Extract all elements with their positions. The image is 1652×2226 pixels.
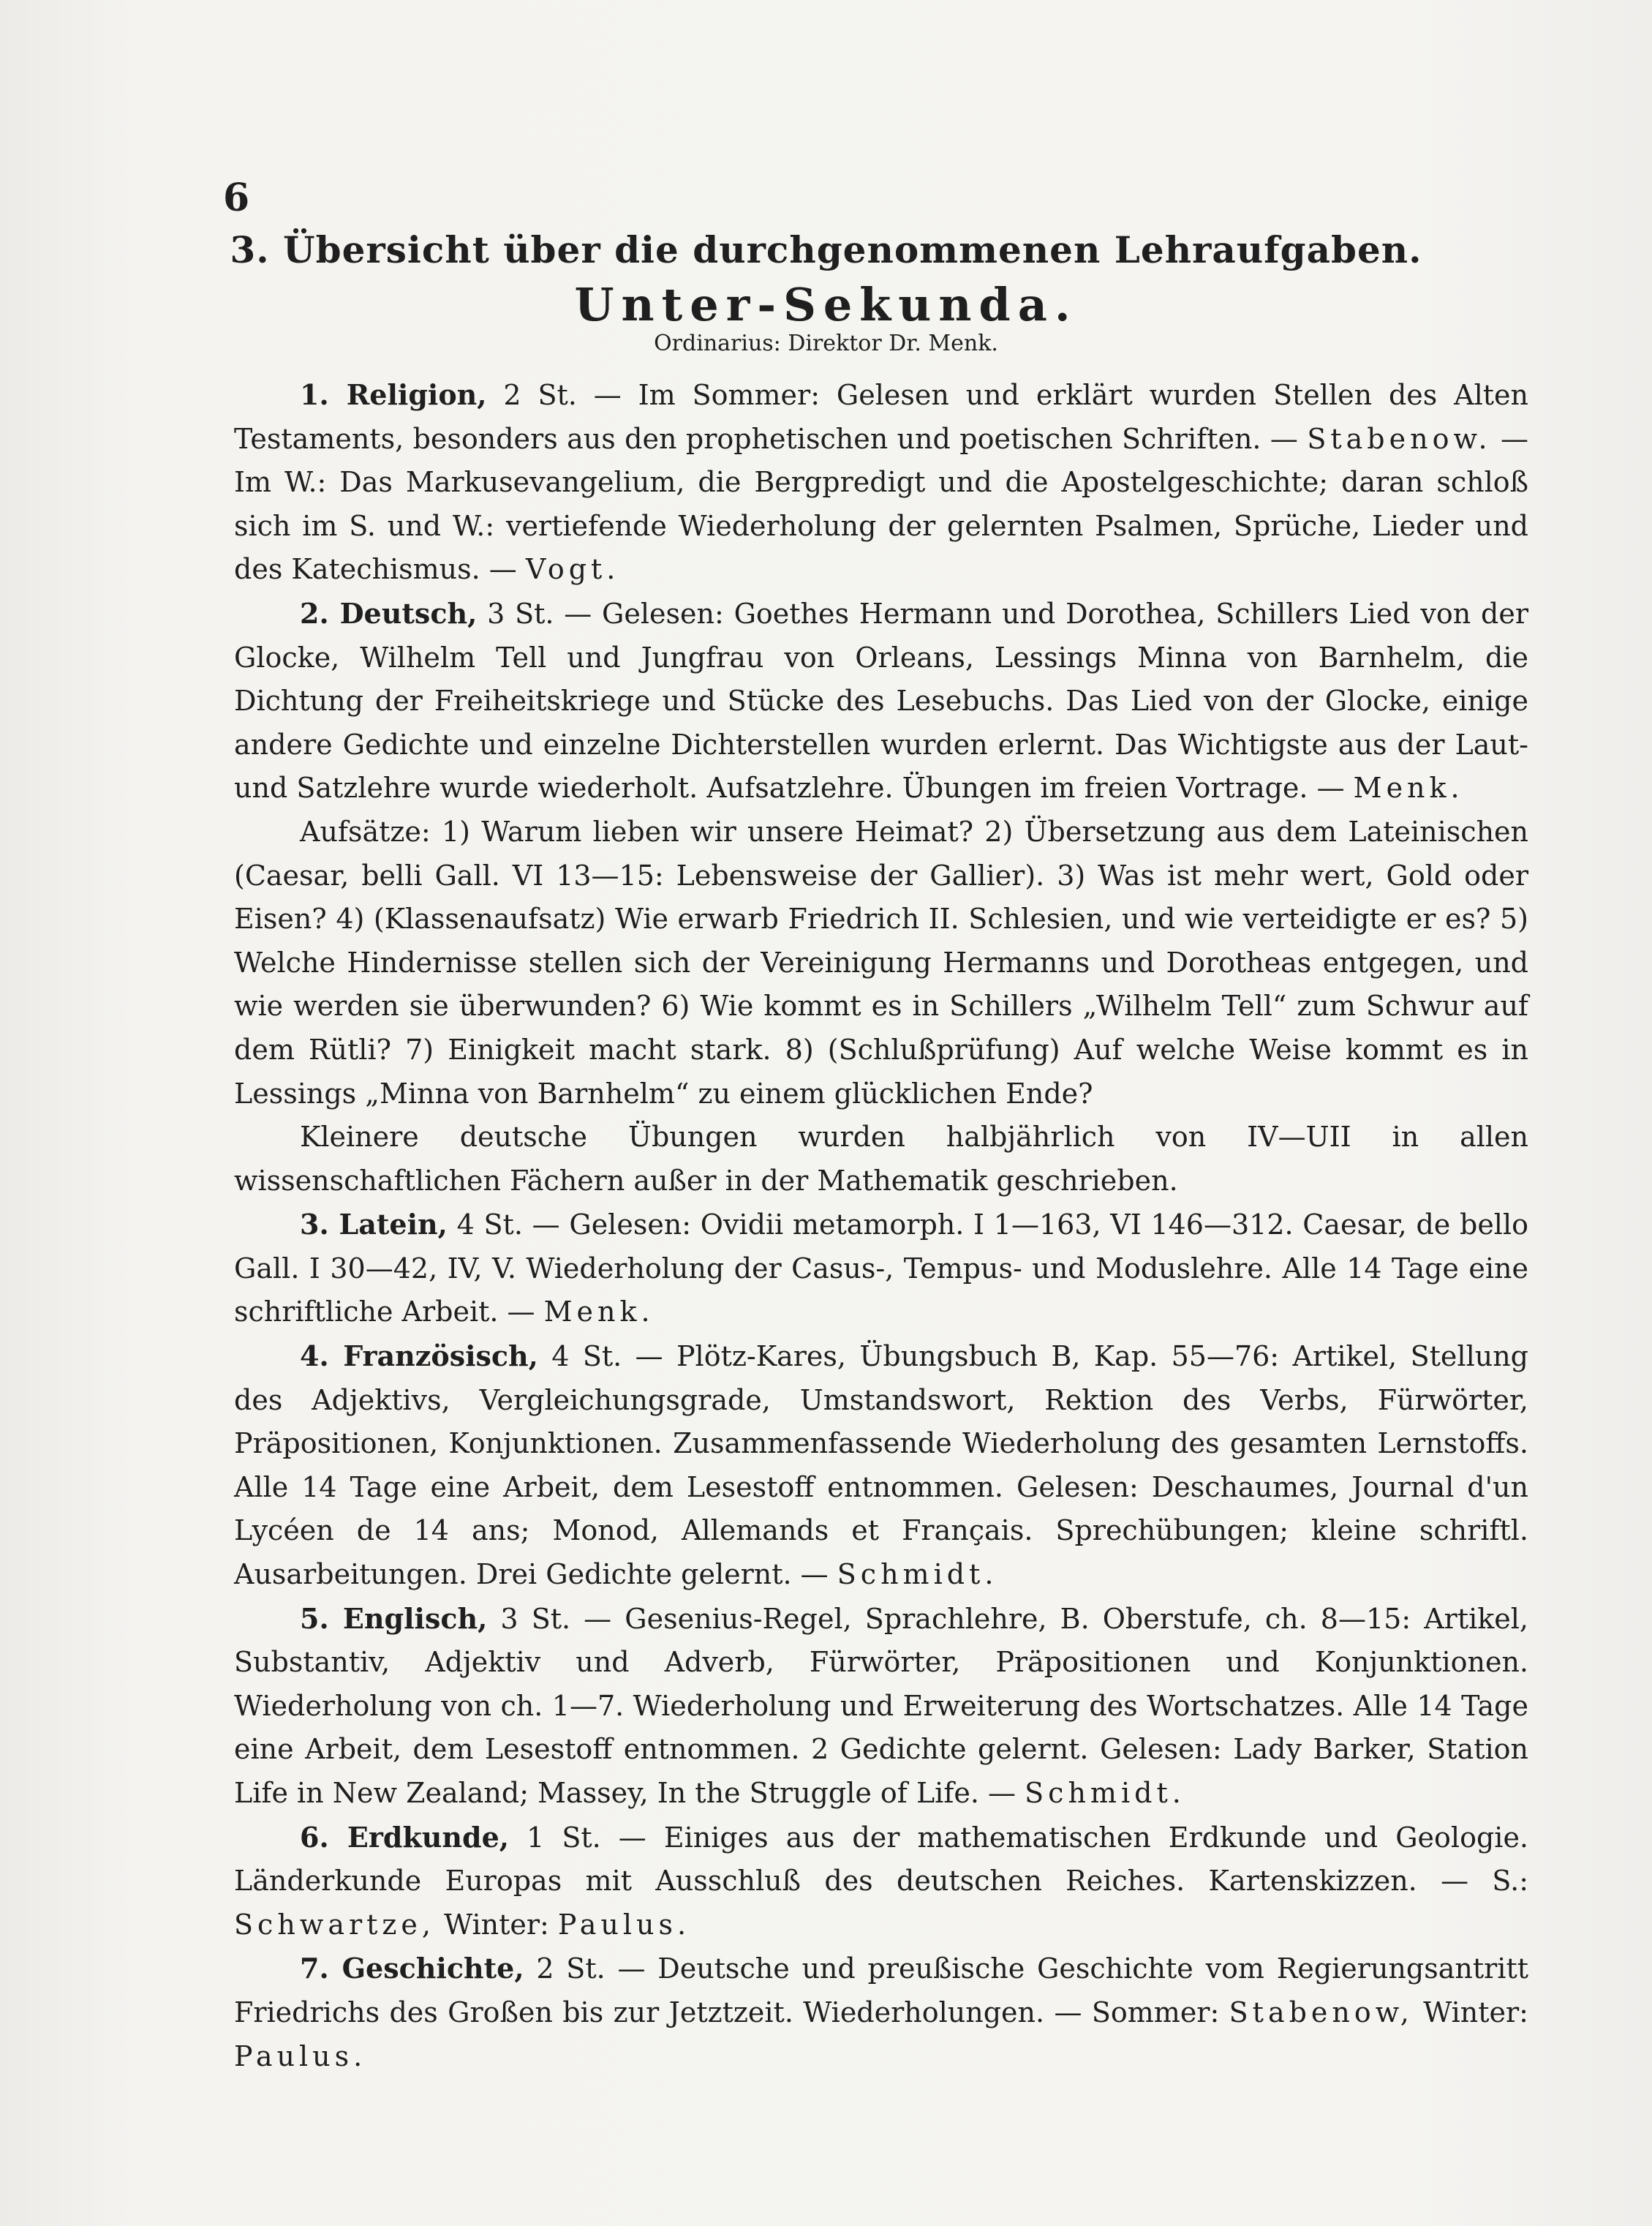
- paragraph-religion: [234, 373, 1528, 592]
- teacher-name: Menk.: [1353, 772, 1464, 805]
- paragraph-text: Aufsätze: 1) Warum lieben wir unsere Heimat? 2) Übersetzung aus dem Lateinischen (Caesar, belli Gall. VI 13—15: Lebensweise der Gallier). 3) Was ist mehr wert, Gold oder Eisen? 4) (Klassenaufsatz) Wie erwarb Friedrich II. Schlesien, und wie verteidigte er es? 5) Welche Hindernisse stellen sich der Vereinigung Hermanns und Dorotheas entgegen, und wie werden sie überwunden? 6) Wie kommt es in Schillers „Wilhelm Tell“ zum Schwur auf dem Rütli? 7) Einigkeit macht stark. 8) (Schlußprüfung) Auf welche Weise kommt es in Lessings „Minna von Barnhelm“ zu einem glücklichen Ende?: [234, 815, 1528, 1110]
- paragraph-deutsch: [234, 592, 1528, 811]
- section-heading: 3. Übersicht über die durchgenommenen Lehraufgaben.: [230, 228, 1422, 271]
- subject-label: 6. Erdkunde,: [300, 1820, 510, 1854]
- subject-label: 3. Latein,: [300, 1208, 448, 1241]
- paragraph-geschichte: [234, 1947, 1528, 2078]
- teacher-name: Stabenow,: [1229, 1996, 1414, 2028]
- teacher-name: Schmidt.: [837, 1558, 998, 1591]
- teacher-name: Paulus.: [234, 2039, 367, 2072]
- subject-label: 4. Französisch,: [300, 1339, 538, 1373]
- paragraph-text: 4 St. — Plötz-Kares, Übungsbuch B, Kap. 55—76: Artikel, Stellung des Adjektivs, Vergleichungsgrade, Umstandswort, Rektion des Verbs, Fürwörter, Präpositionen, Konjunktionen. Zusammenfassende Wiederholung des gesamten Lernstoffs. Alle 14 Tage eine Arbeit, dem Lesestoff entnommen. Gelesen: Deschaumes, Journal d'un Lycéen de 14 ans; Monod, Allemands et Français. Sprechübungen; kleine schriftl. Ausarbeitungen. Drei Gedichte gelernt. —: [234, 1340, 1528, 1591]
- page-number: 6: [223, 176, 250, 220]
- paragraph-text: Kleinere deutsche Übungen wurden halbjährlich von IV—UII in allen wissenschaftlichen Fächern außer in der Mathematik geschrieben.: [234, 1121, 1528, 1197]
- paragraph-text: 4 St. — Gelesen: Ovidii metamorph. I 1—163, VI 146—312. Caesar, de bello Gall. I 30—42, IV, V. Wiederholung der Casus-, Tempus- und Moduslehre. Alle 14 Tage eine schriftliche Arbeit. —: [234, 1208, 1528, 1328]
- document-body: [234, 373, 1528, 2078]
- paragraph-text: Winter:: [435, 1908, 558, 1941]
- paragraph-text: 1 St. — Einiges aus der mathematischen Erdkunde und Geologie. Länderkunde Europas mit Ausschluß des deutschen Reiches. Kartenskizzen. — S.:: [234, 1821, 1529, 1898]
- teacher-name: Paulus.: [557, 1908, 691, 1941]
- teacher-name: Menk.: [543, 1296, 655, 1328]
- paragraph-latein: [234, 1203, 1528, 1334]
- teacher-name: Schwartze,: [234, 1908, 435, 1941]
- teacher-name: Vogt.: [525, 553, 620, 586]
- paragraph-text: 2 St. — Deutsche und preußische Geschichte vom Regierungsantritt Friedrichs des Großen bis zur Jetztzeit. Wiederholungen. — Sommer:: [234, 1952, 1528, 2028]
- ordinarius-line: Ordinarius: Direktor Dr. Menk.: [654, 331, 998, 356]
- paragraph-englisch: [234, 1597, 1528, 1816]
- paragraph-text: 3 St. — Gesenius-Regel, Sprachlehre, B. Oberstufe, ch. 8—15: Artikel, Substantiv, Adjektiv und Adverb, Fürwörter, Präpositionen und Konjunktionen. Wiederholung von ch. 1—7. Wiederholung und Erweiterung des Wortschatzes. Alle 14 Tage eine Arbeit, dem Lesestoff entnommen. 2 Gedichte gelernt. Gelesen: Lady Barker, Station Life in New Zealand; Massey, In the Struggle of Life. —: [234, 1602, 1528, 1809]
- paragraph-uebungen: [234, 1116, 1528, 1203]
- teacher-name: Schmidt.: [1025, 1777, 1185, 1809]
- subject-label: 2. Deutsch,: [300, 596, 478, 630]
- paragraph-text: Winter:: [1413, 1996, 1528, 2028]
- subject-label: 7. Geschichte,: [300, 1952, 524, 1985]
- paragraph-text: 2 St. — Im Sommer: Gelesen und erklärt wurden Stellen des Alten Testaments, besonders aus den prophetischen und poetischen Schriften. —: [234, 379, 1528, 455]
- paragraph-franzoesisch: [234, 1334, 1528, 1597]
- subject-label: 1. Religion,: [300, 378, 487, 411]
- subject-label: 5. Englisch,: [300, 1601, 488, 1635]
- paragraph-erdkunde: [234, 1816, 1528, 1947]
- paragraph-text: — Im W.: Das Markusevangelium, die Bergpredigt und die Apostelgeschichte; daran schloß sich im S. und W.: vertiefende Wiederholung der gelernten Psalmen, Sprüche, Lieder und des Katechismus. —: [234, 422, 1528, 586]
- paragraph-aufsaetze: [234, 811, 1528, 1116]
- paragraph-text: 3 St. — Gelesen: Goethes Hermann und Dorothea, Schillers Lied von der Glocke, Wilhelm Tell und Jungfrau von Orleans, Lessings Minna von Barnhelm, die Dichtung der Freiheitskriege und Stücke des Lesebuchs. Das Lied von der Glocke, einige andere Gedichte und einzelne Dichterstellen wurden erlernt. Das Wichtigste aus der Laut- und Satzlehre wurde wiederholt. Aufsatzlehre. Übungen im freien Vortrage. —: [234, 597, 1528, 805]
- class-title: Unter-Sekunda.: [574, 278, 1078, 331]
- teacher-name: Stabenow.: [1307, 422, 1492, 455]
